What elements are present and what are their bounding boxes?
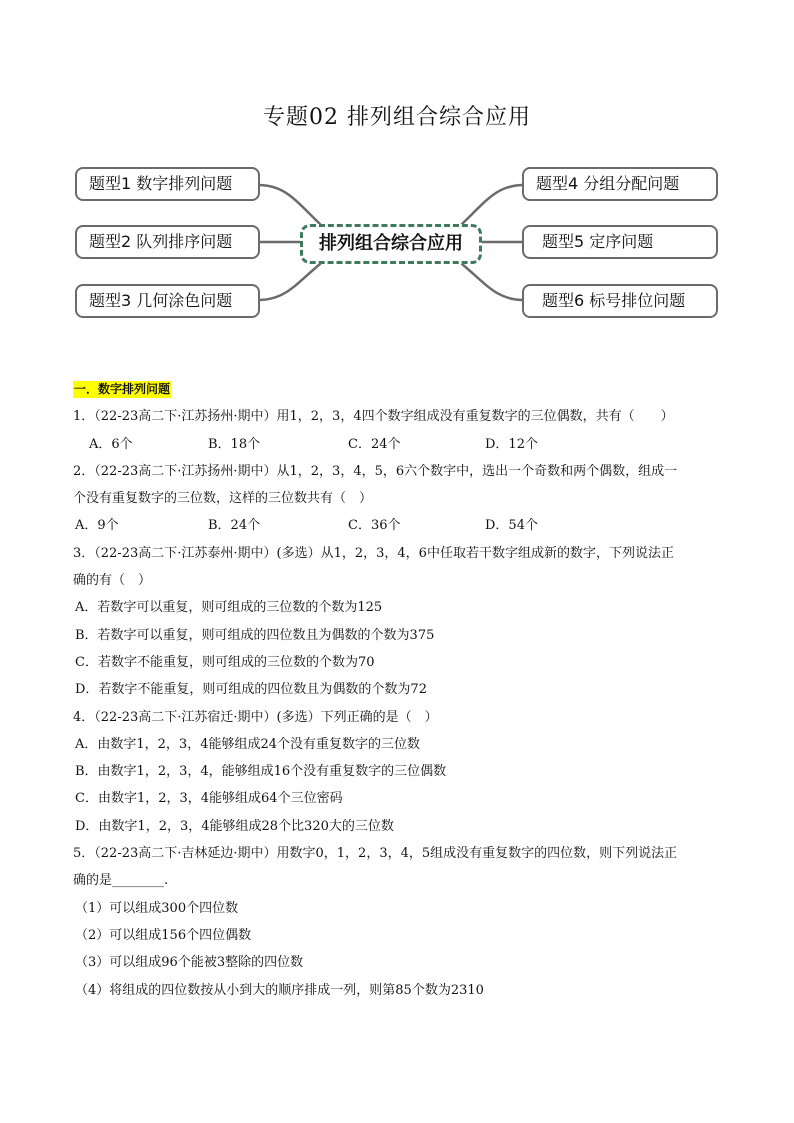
option-b: B．24个 [208, 518, 261, 534]
option-b: B．由数字1，2，3，4，能够组成16个没有重复数字的三位偶数 [75, 764, 447, 780]
statement-3: （3）可以组成96个能被3整除的四位数 [75, 955, 304, 971]
option-d: D．54个 [485, 518, 538, 534]
statement-2: （2）可以组成156个四位偶数 [75, 927, 252, 943]
mindmap-node-type-6: 题型6 标号排位问题 [522, 284, 718, 318]
mindmap-node-type-1: 题型1 数字排列问题 [75, 167, 260, 201]
question-stem-cont: 个没有重复数字的三位数，这样的三位数共有（ ） [73, 491, 373, 507]
question-stem-cont: 确的有（ ） [73, 573, 152, 589]
question-3 [73, 540, 723, 704]
question-stem: 2．（22-23高二下·江苏扬州·期中）从1，2，3，4，5，6六个数字中，选出一个奇数和两个偶数，组成一 [73, 463, 678, 479]
option-a: A．9个 [75, 518, 119, 534]
connector-left-3 [258, 264, 320, 300]
question-stem: 4．（22-23高二下·江苏宿迁·期中）(多选）下列正确的是（ ） [73, 709, 438, 725]
connector-right-1 [462, 185, 524, 224]
question-2 [73, 458, 723, 540]
question-stem: 1．（22-23高二下·江苏扬州·期中）用1，2，3，4四个数字组成没有重复数字的三位偶数，共有（ ） [73, 409, 674, 425]
option-d: D．由数字1，2，3，4能够组成28个比320大的三位数 [75, 818, 394, 834]
option-a: A．由数字1，2，3，4能够组成24个没有重复数字的三位数 [75, 736, 421, 752]
mind-map [0, 0, 794, 340]
option-b: B．18个 [208, 436, 261, 452]
mindmap-node-type-2: 题型2 队列排序问题 [75, 225, 260, 259]
page-title: 专题02 排列组合综合应用 [263, 105, 531, 130]
option-a: A．6个 [89, 436, 133, 452]
mindmap-node-type-3: 题型3 几何涂色问题 [75, 284, 260, 318]
section-heading: 一．数字排列问题 [74, 382, 171, 396]
question-stem: 5．（22-23高二下·吉林延边·期中）用数字0，1，2，3，4，5组成没有重复数字的四位数，则下列说法正 [73, 846, 678, 862]
connector-left-1 [258, 185, 320, 224]
option-row [73, 431, 723, 458]
option-c: C．由数字1，2，3，4能够组成64个三位密码 [75, 791, 343, 807]
mindmap-center-node: 排列组合综合应用 [300, 224, 482, 264]
mindmap-node-type-5: 题型5 定序问题 [522, 225, 718, 259]
option-row [73, 512, 723, 539]
option-a: A．若数字可以重复，则可组成的三位数的个数为125 [75, 600, 383, 616]
option-c: C．若数字不能重复，则可组成的三位数的个数为70 [75, 654, 375, 670]
question-stem: 3．（22-23高二下·江苏泰州·期中）(多选）从1，2，3，4，6中任取若干数字组成新的数字，下列说法正 [73, 545, 674, 561]
connector-right-3 [462, 264, 524, 300]
option-d: D．若数字不能重复，则可组成的四位数且为偶数的个数为72 [75, 682, 427, 698]
question-list [73, 376, 723, 1004]
statement-4: （4）将组成的四位数按从小到大的顺序排成一列，则第85个数为2310 [75, 982, 484, 998]
option-d: D．12个 [485, 436, 538, 452]
mindmap-node-type-4: 题型4 分组分配问题 [522, 167, 718, 201]
question-1 [73, 403, 723, 458]
option-c: C．24个 [348, 436, 401, 452]
question-4 [73, 704, 723, 840]
option-b: B．若数字可以重复，则可组成的四位数且为偶数的个数为375 [75, 627, 435, 643]
question-5 [73, 840, 723, 1004]
statement-1: （1）可以组成300个四位数 [75, 900, 239, 916]
option-c: C．36个 [348, 518, 401, 534]
question-stem-cont: 确的是________. [73, 873, 169, 889]
